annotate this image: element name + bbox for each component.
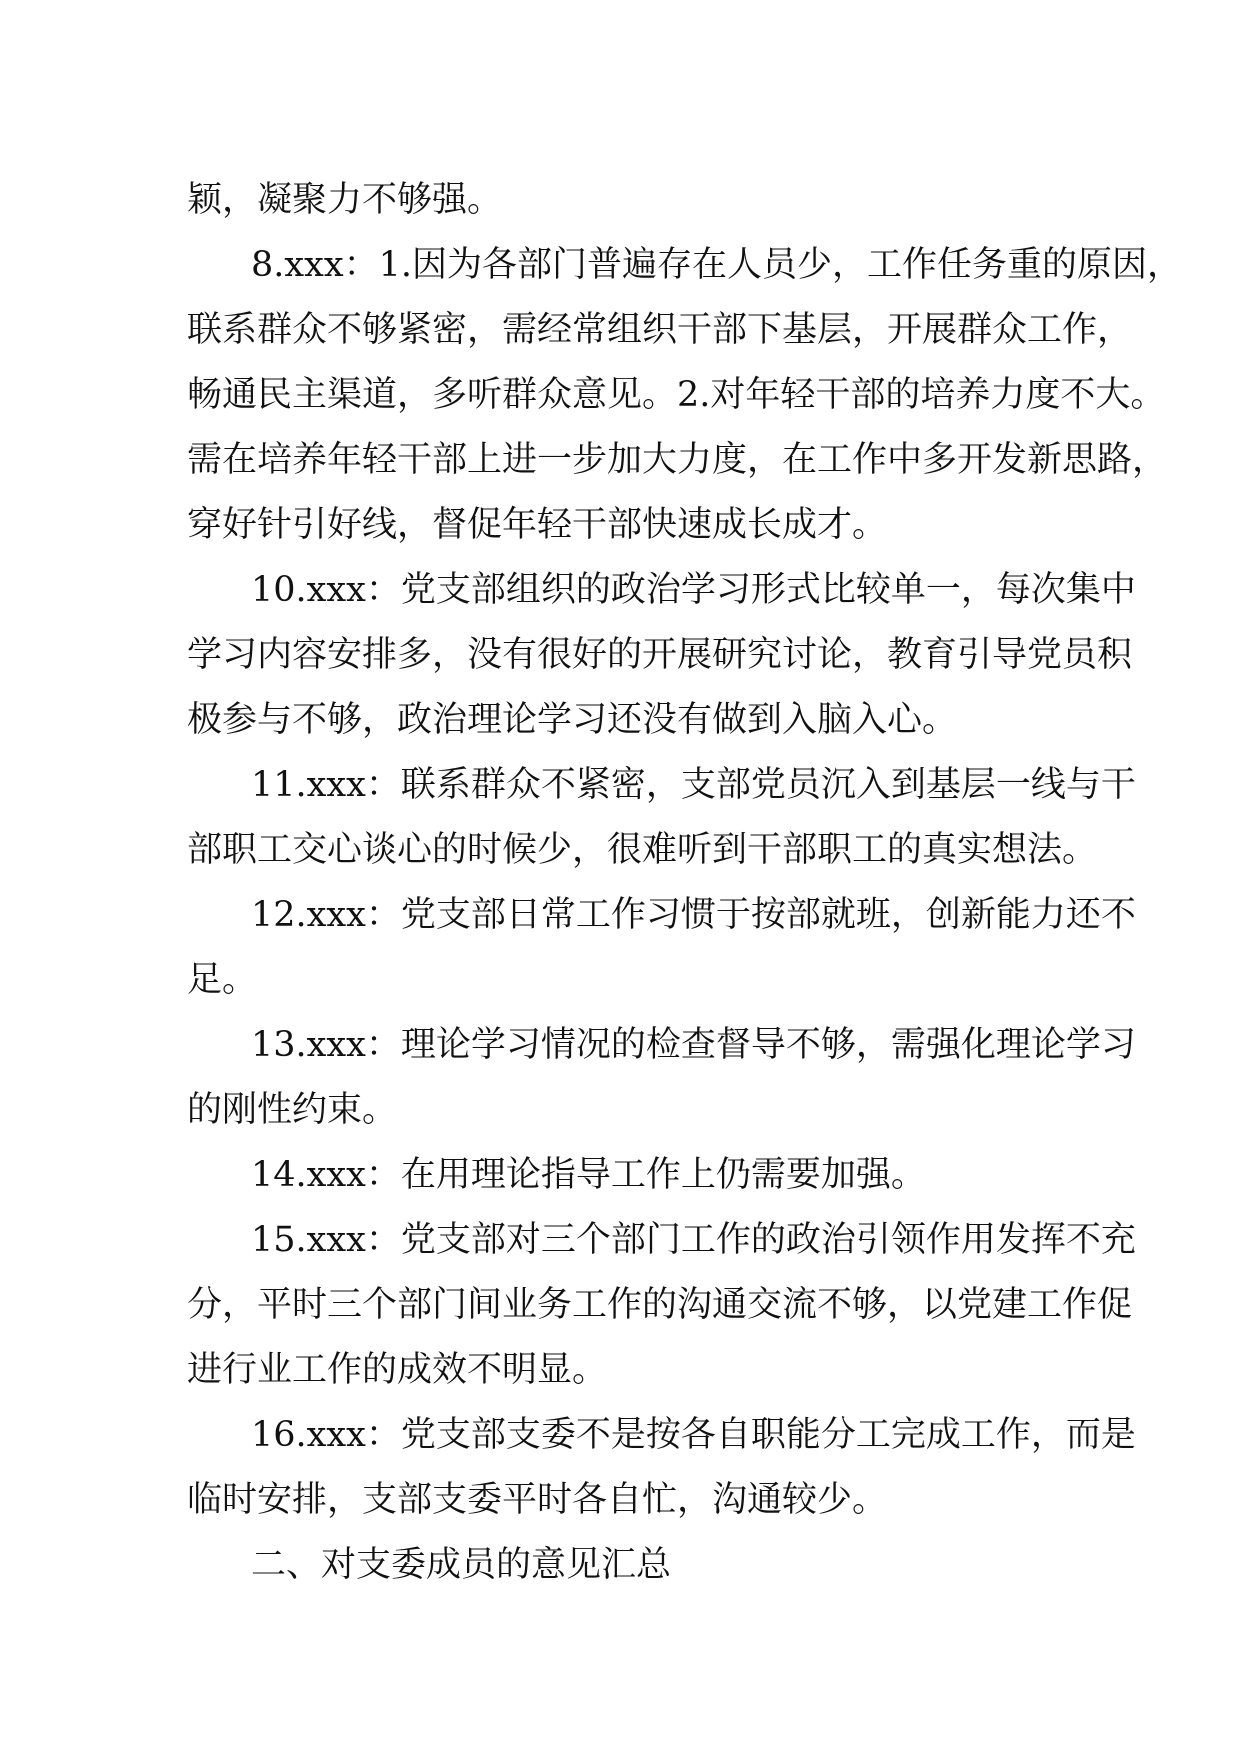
text-line: 13.xxx：理论学习情况的检查督导不够，需强化理论学习 [251, 1025, 1136, 1065]
text-line: 的刚性约束。 [187, 1090, 398, 1130]
section-heading: 二、对支委成员的意见汇总 [251, 1545, 672, 1585]
text-line: 学习内容安排多，没有很好的开展研究讨论，教育引导党员积 [187, 635, 1133, 675]
text-line: 穿好针引好线，督促年轻干部快速成长成才。 [187, 505, 888, 545]
text-line: 16.xxx：党支部支委不是按各自职能分工完成工作，而是 [251, 1415, 1136, 1455]
text-line: 11.xxx：联系群众不紧密，支部党员沉入到基层一线与干 [251, 765, 1136, 805]
text-line: 10.xxx：党支部组织的政治学习形式比较单一，每次集中 [251, 570, 1136, 610]
text-line: 临时安排，支部支委平时各自忙，沟通较少。 [187, 1480, 888, 1520]
text-line: 足。 [187, 960, 258, 1000]
text-line: 需在培养年轻干部上进一步加大力度，在工作中多开发新思路， [187, 440, 1168, 480]
text-line: 分，平时三个部门间业务工作的沟通交流不够，以党建工作促 [187, 1285, 1133, 1325]
text-line: 15.xxx：党支部对三个部门工作的政治引领作用发挥不充 [251, 1220, 1136, 1260]
text-line: 部职工交心谈心的时候少，很难听到干部职工的真实想法。 [187, 830, 1098, 870]
document-body [187, 168, 1183, 1598]
text-line: 进行业工作的成效不明显。 [187, 1350, 608, 1390]
text-line: 极参与不够，政治理论学习还没有做到入脑入心。 [187, 700, 958, 740]
text-line: 14.xxx：在用理论指导工作上仍需要加强。 [251, 1155, 926, 1195]
text-line: 12.xxx：党支部日常工作习惯于按部就班，创新能力还不 [251, 895, 1136, 935]
text-line: 颖，凝聚力不够强。 [187, 180, 503, 220]
text-line: 联系群众不够紧密，需经常组织干部下基层，开展群众工作， [187, 310, 1133, 350]
text-line: 8.xxx：1.因为各部门普遍存在人员少，工作任务重的原因， [251, 245, 1183, 285]
text-line: 畅通民主渠道，多听群众意见。2.对年轻干部的培养力度不大。 [187, 375, 1166, 415]
